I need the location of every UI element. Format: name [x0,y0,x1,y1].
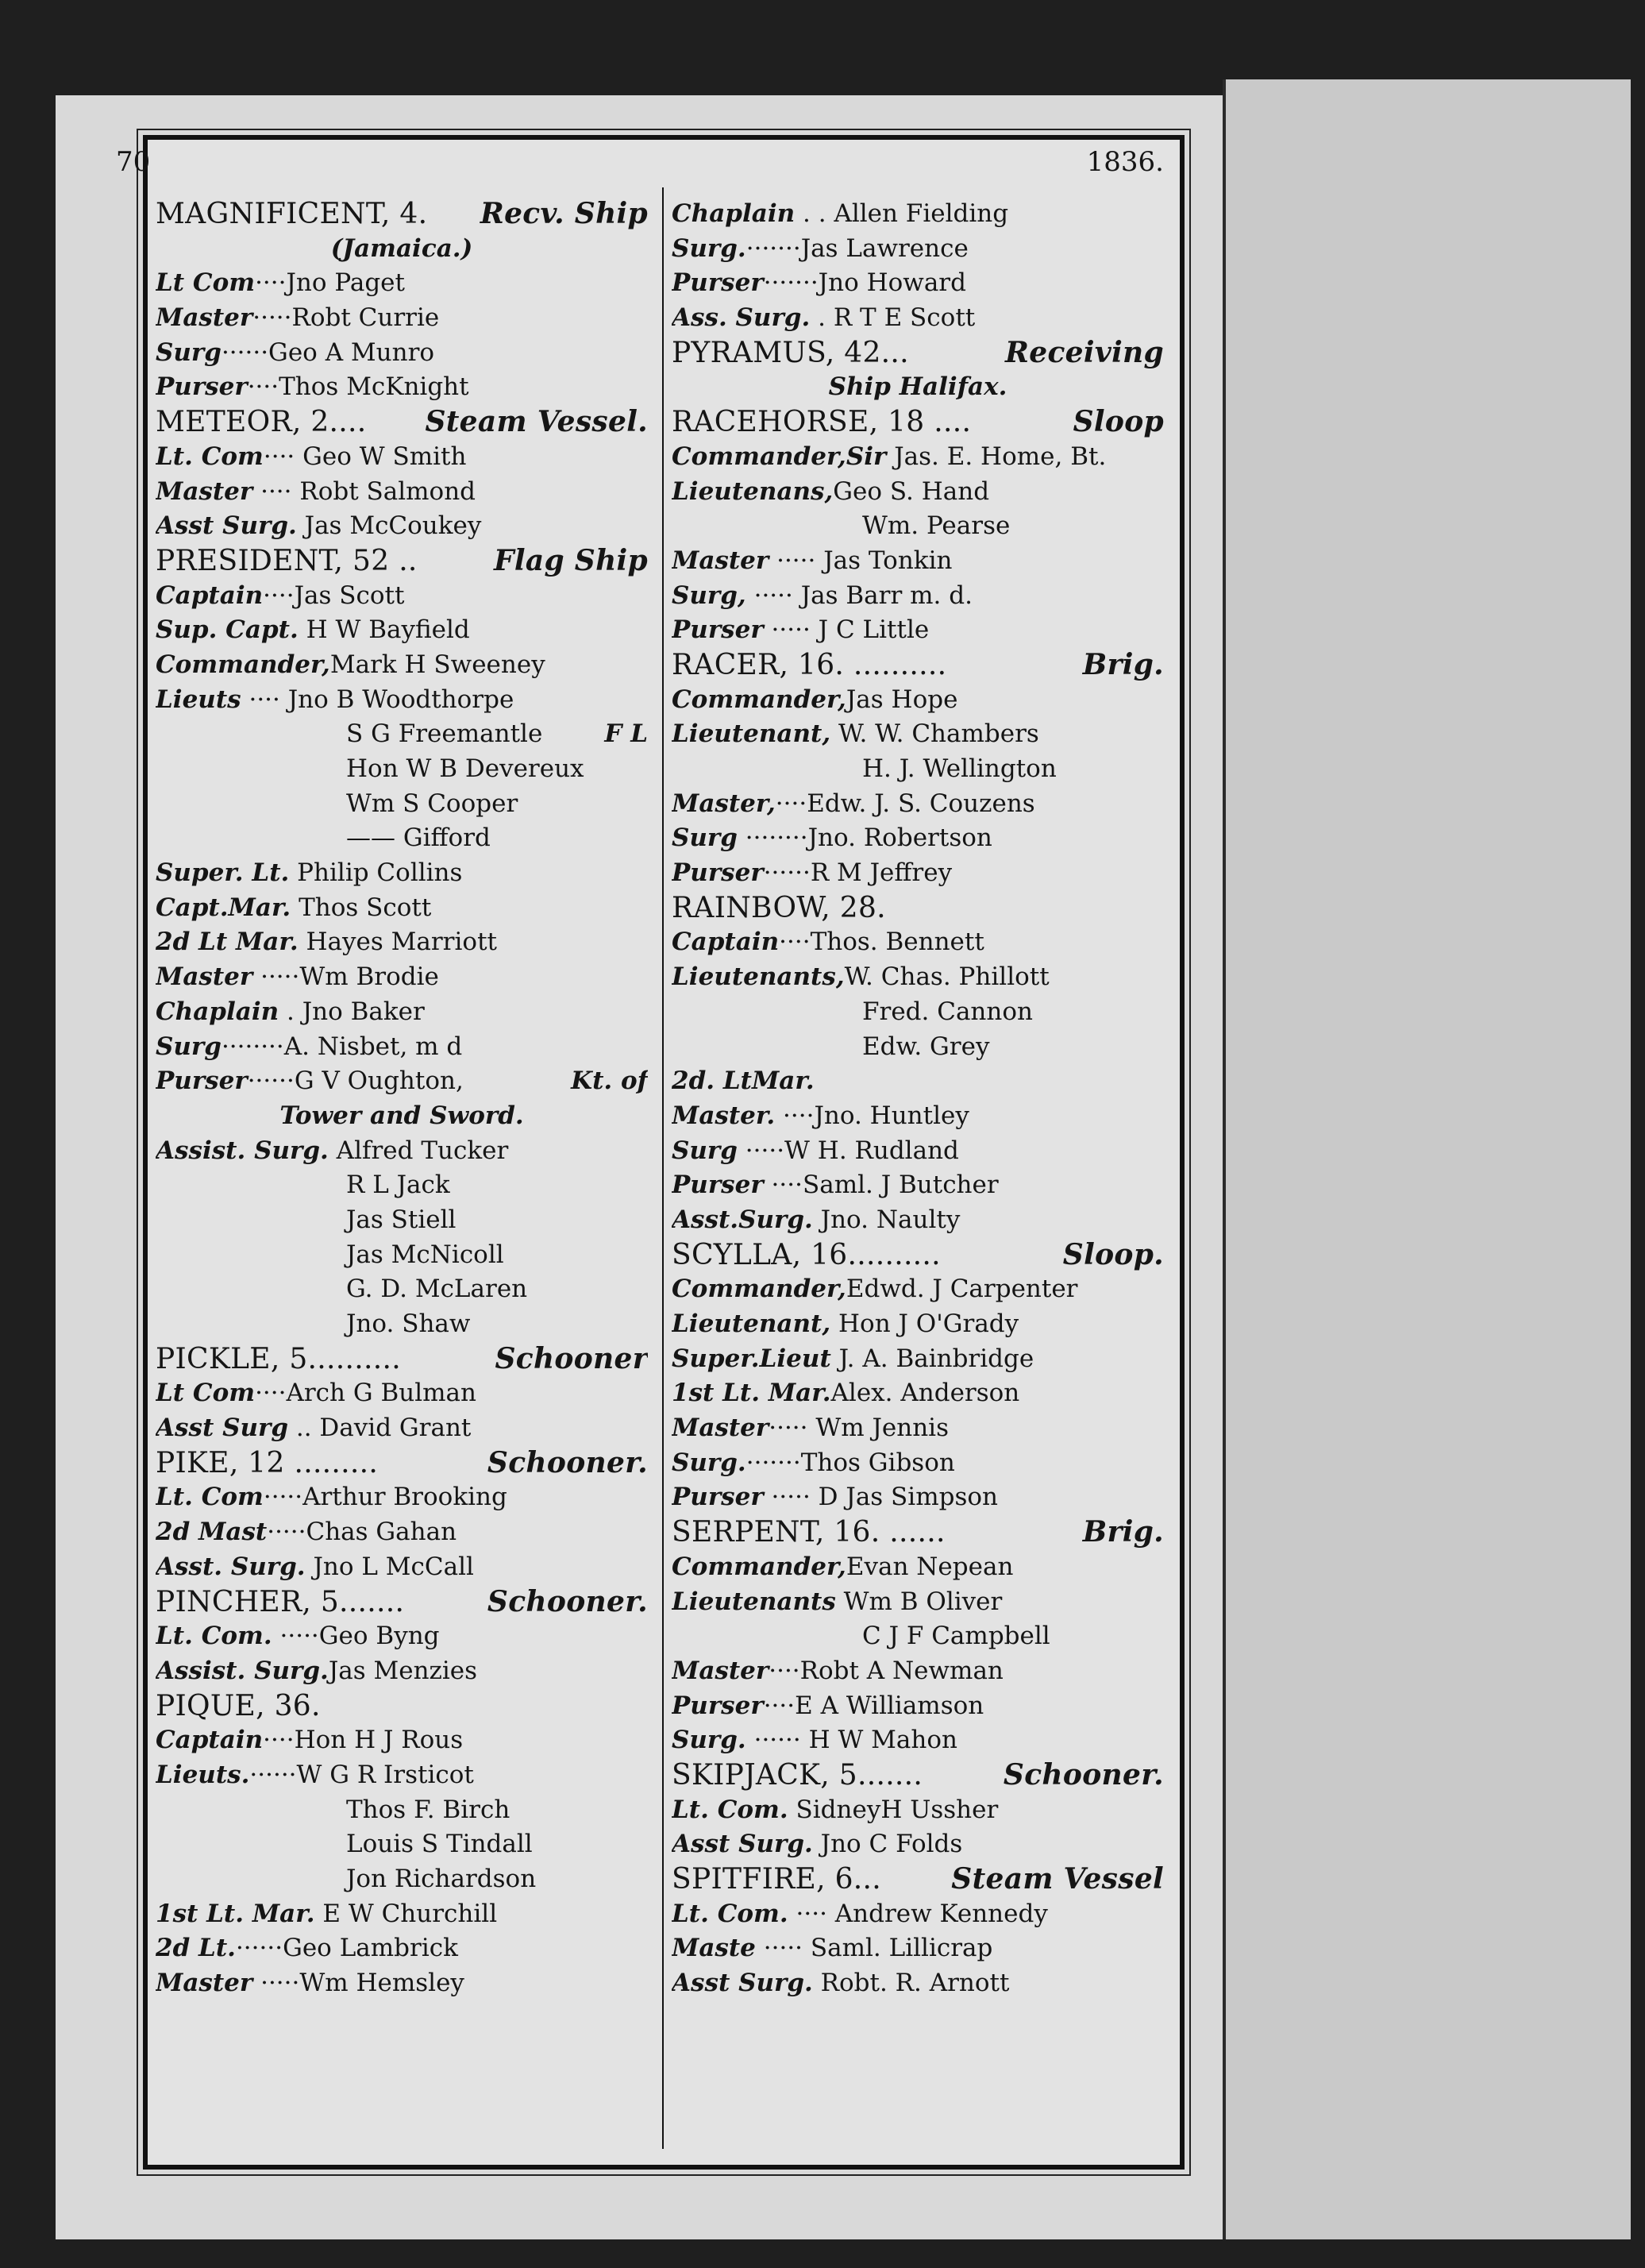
officer-name: R L Jack [346,1171,450,1200]
officer-rank: Surg. [672,233,746,263]
officer-rank: Lieutenants, [672,962,845,992]
officer-name: Jas McNicoll [346,1240,504,1269]
officer-name: ····· J C Little [763,615,930,645]
officer-name: ····Saml. J Butcher [763,1171,999,1200]
officer-name: ····· Jas Barr m. d. [745,580,973,610]
officer-entry [672,821,1164,856]
officer-entry [672,301,1164,336]
officer-entry [672,579,1164,614]
officer-entry [672,787,1164,822]
officer-name: Jas Hope [846,685,958,714]
officer-entry [156,925,648,960]
ship-type: Brig. [1082,647,1164,681]
officer-entry [672,717,1164,752]
officer-rank: Asst Surg. [672,1830,813,1859]
officer-rank: Asst.Surg. [672,1205,813,1234]
officer-entry [672,1689,1164,1724]
officer-name: Hon W B Devereux [346,754,584,783]
officer-entry [672,1654,1164,1689]
officer-entry [672,1897,1164,1932]
ship-heading [672,405,1164,440]
officer-rank: Ass. Surg. [672,303,811,333]
officer-name: E W Churchill [314,1899,498,1928]
officer-entry [672,1480,1164,1515]
officer-entry [672,1446,1164,1481]
officer-name: ···· Geo W Smith [263,442,467,471]
officer-rank: Chaplain [156,997,279,1026]
page-sheet [56,95,1310,2239]
officer-rank: Commander,Sir [672,442,887,471]
officer-entry [672,1966,1164,2001]
officer-rank: Master [156,962,253,992]
officer-name: . R T E Scott [810,303,976,333]
officer-entry [156,336,648,371]
officer-name: ····Jno Paget [255,268,405,298]
ship-name: PINCHER, 5....... [156,1585,405,1618]
officer-name: ····· Jas Tonkin [769,546,953,575]
ship-name: PRESIDENT, 52 .. [156,544,418,577]
officer-name: Alex. Anderson [830,1379,1020,1408]
officer-entry [156,266,648,301]
ship-type: Sloop. [1062,1237,1164,1271]
officer-name: W. Chas. Phillott [844,962,1050,992]
officer-name: Edwd. J Carpenter [846,1275,1078,1304]
officer-name: Jno. Shaw [346,1310,471,1338]
officer-entry [156,1931,648,1966]
officer-entry [672,1272,1164,1307]
officer-entry [672,1793,1164,1828]
ship-type: Brig. [1082,1515,1164,1549]
officer-entry [156,891,648,926]
officer-name: ····Thos McKnight [247,372,469,402]
officer-rank: Captain [156,580,264,610]
officer-name: Robt. R. Arnott [812,1969,1010,1998]
officer-name: ·····Robt Currie [252,303,440,333]
officer-entry [156,1134,648,1169]
officer-entry [672,1064,1164,1099]
officer-rank: Chaplain [672,199,796,228]
officer-entry [156,370,648,405]
officer-name: Hayes Marriott [298,928,497,957]
officer-name: H. J. Wellington [862,754,1057,783]
officer-rank: Surg. [672,1448,746,1477]
officer-rank: Commander, [672,685,846,714]
ship-subtitle: (Jamaica.) [330,233,473,263]
officer-continuation [156,821,648,856]
officer-rank: Lt. Com. [672,1795,788,1824]
officer-continuation [672,752,1164,787]
ship-name: RACER, 16. .......... [672,648,947,681]
officer-rank: Lt. Com. [156,1622,272,1651]
officer-name: SidneyH Ussher [788,1795,999,1824]
ship-type: Flag Ship [494,543,648,577]
officer-rank: 2d. LtMar. [672,1066,815,1096]
officer-name: ·····Wm Brodie [252,962,439,992]
officer-rank: Commander, [672,1275,846,1304]
officer-rank: Asst Surg. [672,1969,813,1998]
ship-heading [156,1585,648,1620]
officer-entry [156,1515,648,1550]
ship-name: SERPENT, 16. ...... [672,1516,946,1549]
officer-rank: Surg [672,824,738,853]
officer-entry [156,613,648,648]
ship-heading [156,1689,648,1724]
officer-entry [156,683,648,718]
officer-rank: Surg [156,1032,222,1061]
officer-name: ····Edw. J. S. Couzens [775,789,1035,818]
officer-rank: Sup. Capt. [156,615,299,645]
officer-entry [156,1654,648,1689]
officer-name: Alfred Tucker [328,1136,509,1165]
officer-continuation [156,1862,648,1897]
officer-name: . . Allen Fielding [795,199,1009,228]
officer-rank: Purser [672,615,764,645]
officer-rank: Master, [672,789,776,818]
officer-name: Jno L McCall [305,1552,474,1581]
ship-name: PYRAMUS, 42... [672,336,909,369]
officer-entry [672,925,1164,960]
officer-name: Louis S Tindall [346,1830,533,1859]
officer-name: ······Geo A Munro [221,338,435,367]
officer-entry [156,1030,648,1065]
officer-rank: Lt Com [156,1379,256,1408]
officer-name: ····E A Williamson [763,1691,984,1720]
officer-rank: Lt. Com [156,1483,264,1512]
officer-rank: Super. Lt. [156,858,290,888]
officer-name: Jon Richardson [346,1865,537,1893]
officer-rank: Assist. Surg. [156,1136,329,1165]
officer-name: Fred. Cannon [862,997,1033,1026]
officer-note: F L [604,719,648,749]
officer-name: Wm S Cooper [346,789,518,818]
officer-name: Thos F. Birch [346,1795,510,1824]
officer-name: ····Thos. Bennett [779,928,984,957]
officer-name: Jas McCoukey [296,511,482,541]
officer-name: ········Jno. Robertson [737,824,992,853]
officer-entry [156,1758,648,1793]
ship-name: PICKLE, 5.......... [156,1342,401,1375]
officer-continuation [156,1793,648,1828]
ship-name: SCYLLA, 16.......... [672,1238,941,1271]
officer-rank: Purser [672,268,764,298]
officer-name: ·····Chas Gahan [267,1518,457,1547]
officer-rank: Master [156,1969,253,1998]
ship-heading [156,544,648,579]
officer-name: Philip Collins [289,858,463,888]
officer-continuation [156,752,648,787]
officer-name: Evan Nepean [846,1552,1014,1581]
officer-entry [156,1723,648,1758]
ship-heading [672,336,1164,371]
officer-name: C J F Campbell [862,1622,1050,1651]
officer-name: Hon J O'Grady [830,1310,1019,1338]
officer-rank: Capt.Mar. [156,893,291,922]
officer-name: Jno. Naulty [812,1205,961,1234]
officer-name: ····Arch G Bulman [255,1379,476,1408]
officer-rank: Purser [672,858,764,888]
officer-name: ·····Wm Hemsley [252,1969,464,1998]
officer-rank: Commander, [672,1552,846,1581]
officer-rank: Asst Surg. [156,511,297,541]
officer-rank: Purser [156,372,248,402]
ship-type: Schooner [495,1341,648,1375]
officer-rank: Master [672,1656,769,1685]
officer-name: Mark H Sweeney [329,650,545,679]
officer-entry [156,1480,648,1515]
officer-entry [672,1134,1164,1169]
officer-rank: Lieuts [156,685,241,714]
officer-continuation [156,1168,648,1203]
ship-name: PIQUE, 36. [156,1689,321,1722]
officer-rank: Lieutenant, [672,719,831,749]
ship-heading [672,1862,1164,1897]
officer-entry [156,1550,648,1585]
ship-subtitle: Ship Halifax. [828,372,1007,402]
officer-name: ·······Thos Gibson [745,1448,955,1477]
officer-name: ····· D Jas Simpson [763,1483,998,1512]
officer-continuation [156,1238,648,1273]
officer-continuation [156,717,648,752]
officer-rank: Master [156,303,253,333]
officer-continuation [672,1619,1164,1654]
officer-entry [156,1619,648,1654]
officer-name: ····· Wm Jennis [769,1414,949,1443]
officer-entry [156,1966,648,2001]
officer-rank: Master [672,546,769,575]
ship-type: Recv. Ship [480,197,648,230]
left-column [156,197,648,2001]
page-number: 70 [116,146,151,178]
ship-name: RAINBOW, 28. [672,891,886,924]
officer-rank: Master. [672,1101,776,1130]
ship-heading [672,648,1164,683]
officer-entry [156,1064,648,1099]
officer-name: .. David Grant [288,1414,472,1443]
ship-heading [672,1515,1164,1550]
officer-name: ········A. Nisbet, m d [221,1032,463,1061]
right-column [672,197,1164,2001]
officer-name: G. D. McLaren [346,1275,528,1304]
officer-rank: Master [672,1414,769,1443]
officer-rank: Lieutenant, [672,1310,831,1338]
officer-name: ····Hon H J Rous [263,1726,464,1755]
officer-rank: Lieutenans, [672,476,834,506]
officer-entry [156,1411,648,1446]
officer-name: Edw. Grey [862,1032,990,1061]
ship-heading [156,1342,648,1377]
officer-name: . Jno Baker [279,997,425,1026]
officer-entry [672,544,1164,579]
officer-continuation [672,1030,1164,1065]
officer-name: ····Robt A Newman [769,1656,1004,1685]
officer-name: H W Bayfield [298,615,470,645]
ship-heading [672,1758,1164,1793]
officer-rank: Purser [672,1691,764,1720]
officer-rank: 2d Mast [156,1518,268,1547]
officer-name: W. W. Chambers [830,719,1039,749]
officer-name: Wm B Oliver [835,1587,1003,1616]
ship-name: SKIPJACK, 5....... [672,1758,923,1792]
officer-name: Jas. E. Home, Bt. [886,442,1107,471]
page-header [116,146,1180,194]
ship-type: Schooner. [487,1445,648,1479]
officer-rank: 1st Lt. Mar. [672,1379,831,1408]
ship-type: Steam Vessel. [425,405,648,439]
officer-name: ····Jno. Huntley [775,1101,969,1130]
officer-entry [156,1897,648,1932]
officer-name: ······Geo Lambrick [235,1934,458,1963]
officer-rank: Purser [672,1483,764,1512]
officer-entry [156,995,648,1030]
officer-name: ······R M Jeffrey [763,858,953,888]
officer-rank: Lieutenants [672,1587,836,1616]
officer-entry [672,1307,1164,1342]
officer-name: —— Gifford [346,824,491,853]
ship-name: METEOR, 2.... [156,406,367,439]
officer-entry [672,1376,1164,1411]
officer-name: ···· Robt Salmond [252,476,476,506]
page-year: 1836. [1086,146,1164,178]
officer-rank: Surg [156,338,222,367]
facing-page-edge [1223,79,1631,2239]
officer-rank: Lieuts. [156,1760,250,1789]
officer-rank: Asst. Surg. [156,1552,306,1581]
officer-name: Jas Stiell [346,1205,457,1234]
officer-entry [156,856,648,891]
officer-entry [672,232,1164,267]
officer-name: ····Jas Scott [263,580,405,610]
officer-continuation [156,1827,648,1862]
officer-entry [672,1931,1164,1966]
officer-rank: 1st Lt. Mar. [156,1899,315,1928]
officer-continuation [672,995,1164,1030]
officer-rank: Purser [672,1171,764,1200]
ship-type: Receiving [1005,335,1164,369]
officer-rank: Maste [672,1934,756,1963]
officer-entry [672,1203,1164,1238]
officer-entry [672,613,1164,648]
officer-name: ···· Andrew Kennedy [788,1899,1048,1928]
officer-rank: Captain [672,928,780,957]
officer-entry [672,1585,1164,1620]
ship-name: MAGNIFICENT, 4. [156,198,428,230]
ship-heading [672,891,1164,926]
officer-entry [672,1342,1164,1377]
officer-entry [672,266,1164,301]
officer-entry [672,1550,1164,1585]
ship-heading [156,405,648,440]
officer-entry [156,960,648,995]
officer-entry [672,1168,1164,1203]
ship-name: PIKE, 12 ......... [156,1446,379,1479]
officer-rank: Super.Lieut [672,1344,831,1373]
officer-continuation [156,1203,648,1238]
officer-rank: Master [156,476,253,506]
officer-rank: Lt. Com [156,442,264,471]
officer-entry [156,301,648,336]
officer-entry [672,1411,1164,1446]
officer-continuation [672,509,1164,544]
officer-name: ······ H W Mahon [745,1726,957,1755]
officer-name: Jas Menzies [328,1656,478,1685]
officer-entry [672,960,1164,995]
officer-rank: Commander, [156,650,330,679]
officer-name: ·······Jno Howard [763,268,966,298]
ship-heading [156,1446,648,1481]
officer-entry [672,856,1164,891]
officer-name: ·······Jas Lawrence [745,233,969,263]
officer-name: Geo S. Hand [833,476,990,506]
printed-frame [116,135,1185,2170]
officer-entry [672,1099,1164,1134]
officer-name: ·····W H. Rudland [737,1136,959,1165]
officer-name: Thos Scott [291,893,432,922]
officer-continuation [156,787,648,822]
officer-entry [672,1827,1164,1862]
officer-note: Kt. of [571,1066,648,1096]
officer-rank: Lt. Com. [672,1899,788,1928]
officer-rank: Surg. [672,1726,746,1755]
ship-name: SPITFIRE, 6... [672,1863,882,1896]
officer-entry [156,475,648,510]
officer-name: ·····Arthur Brooking [263,1483,507,1512]
officer-entry [672,475,1164,510]
ship-heading [672,1238,1164,1273]
officer-rank: Lt Com [156,268,256,298]
officer-name: S G Freemantle [346,719,543,749]
ship-heading [156,197,648,232]
ship-subtitle: Tower and Sword. [279,1101,524,1130]
officer-name: ···· Jno B Woodthorpe [241,685,514,714]
officer-name: ·····Geo Byng [272,1622,440,1651]
officer-entry [672,1723,1164,1758]
ship-type: Schooner. [487,1584,648,1618]
officer-entry [156,509,648,544]
officer-rank: Asst Surg [156,1414,289,1443]
officer-entry [672,197,1164,232]
officer-name: J. A. Bainbridge [830,1344,1034,1373]
officer-entry [672,683,1164,718]
officer-entry [156,579,648,614]
column-divider [662,187,664,2149]
officer-rank: Surg [672,1136,738,1165]
officer-entry [156,648,648,683]
officer-name: ······W G R Irsticot [249,1760,474,1789]
ship-name: RACEHORSE, 18 .... [672,406,972,439]
officer-name: Jno C Folds [812,1830,963,1859]
officer-entry [156,1376,648,1411]
officer-rank: 2d Lt Mar. [156,928,299,957]
officer-rank: Assist. Surg. [156,1656,329,1685]
officer-entry [156,440,648,475]
ship-type: Sloop [1073,405,1164,439]
officer-continuation [156,1307,648,1342]
officer-entry [672,440,1164,475]
officer-rank: Captain [156,1726,264,1755]
officer-name: Wm. Pearse [862,511,1011,541]
officer-continuation [156,1272,648,1307]
ship-type: Schooner. [1003,1757,1164,1792]
officer-rank: Surg, [672,580,746,610]
officer-name: ······G V Oughton, [247,1066,464,1096]
officer-rank: 2d Lt. [156,1934,236,1963]
ship-type: Steam Vessel [951,1862,1164,1896]
officer-rank: Purser [156,1066,248,1096]
officer-name: ····· Saml. Lillicrap [755,1934,993,1963]
